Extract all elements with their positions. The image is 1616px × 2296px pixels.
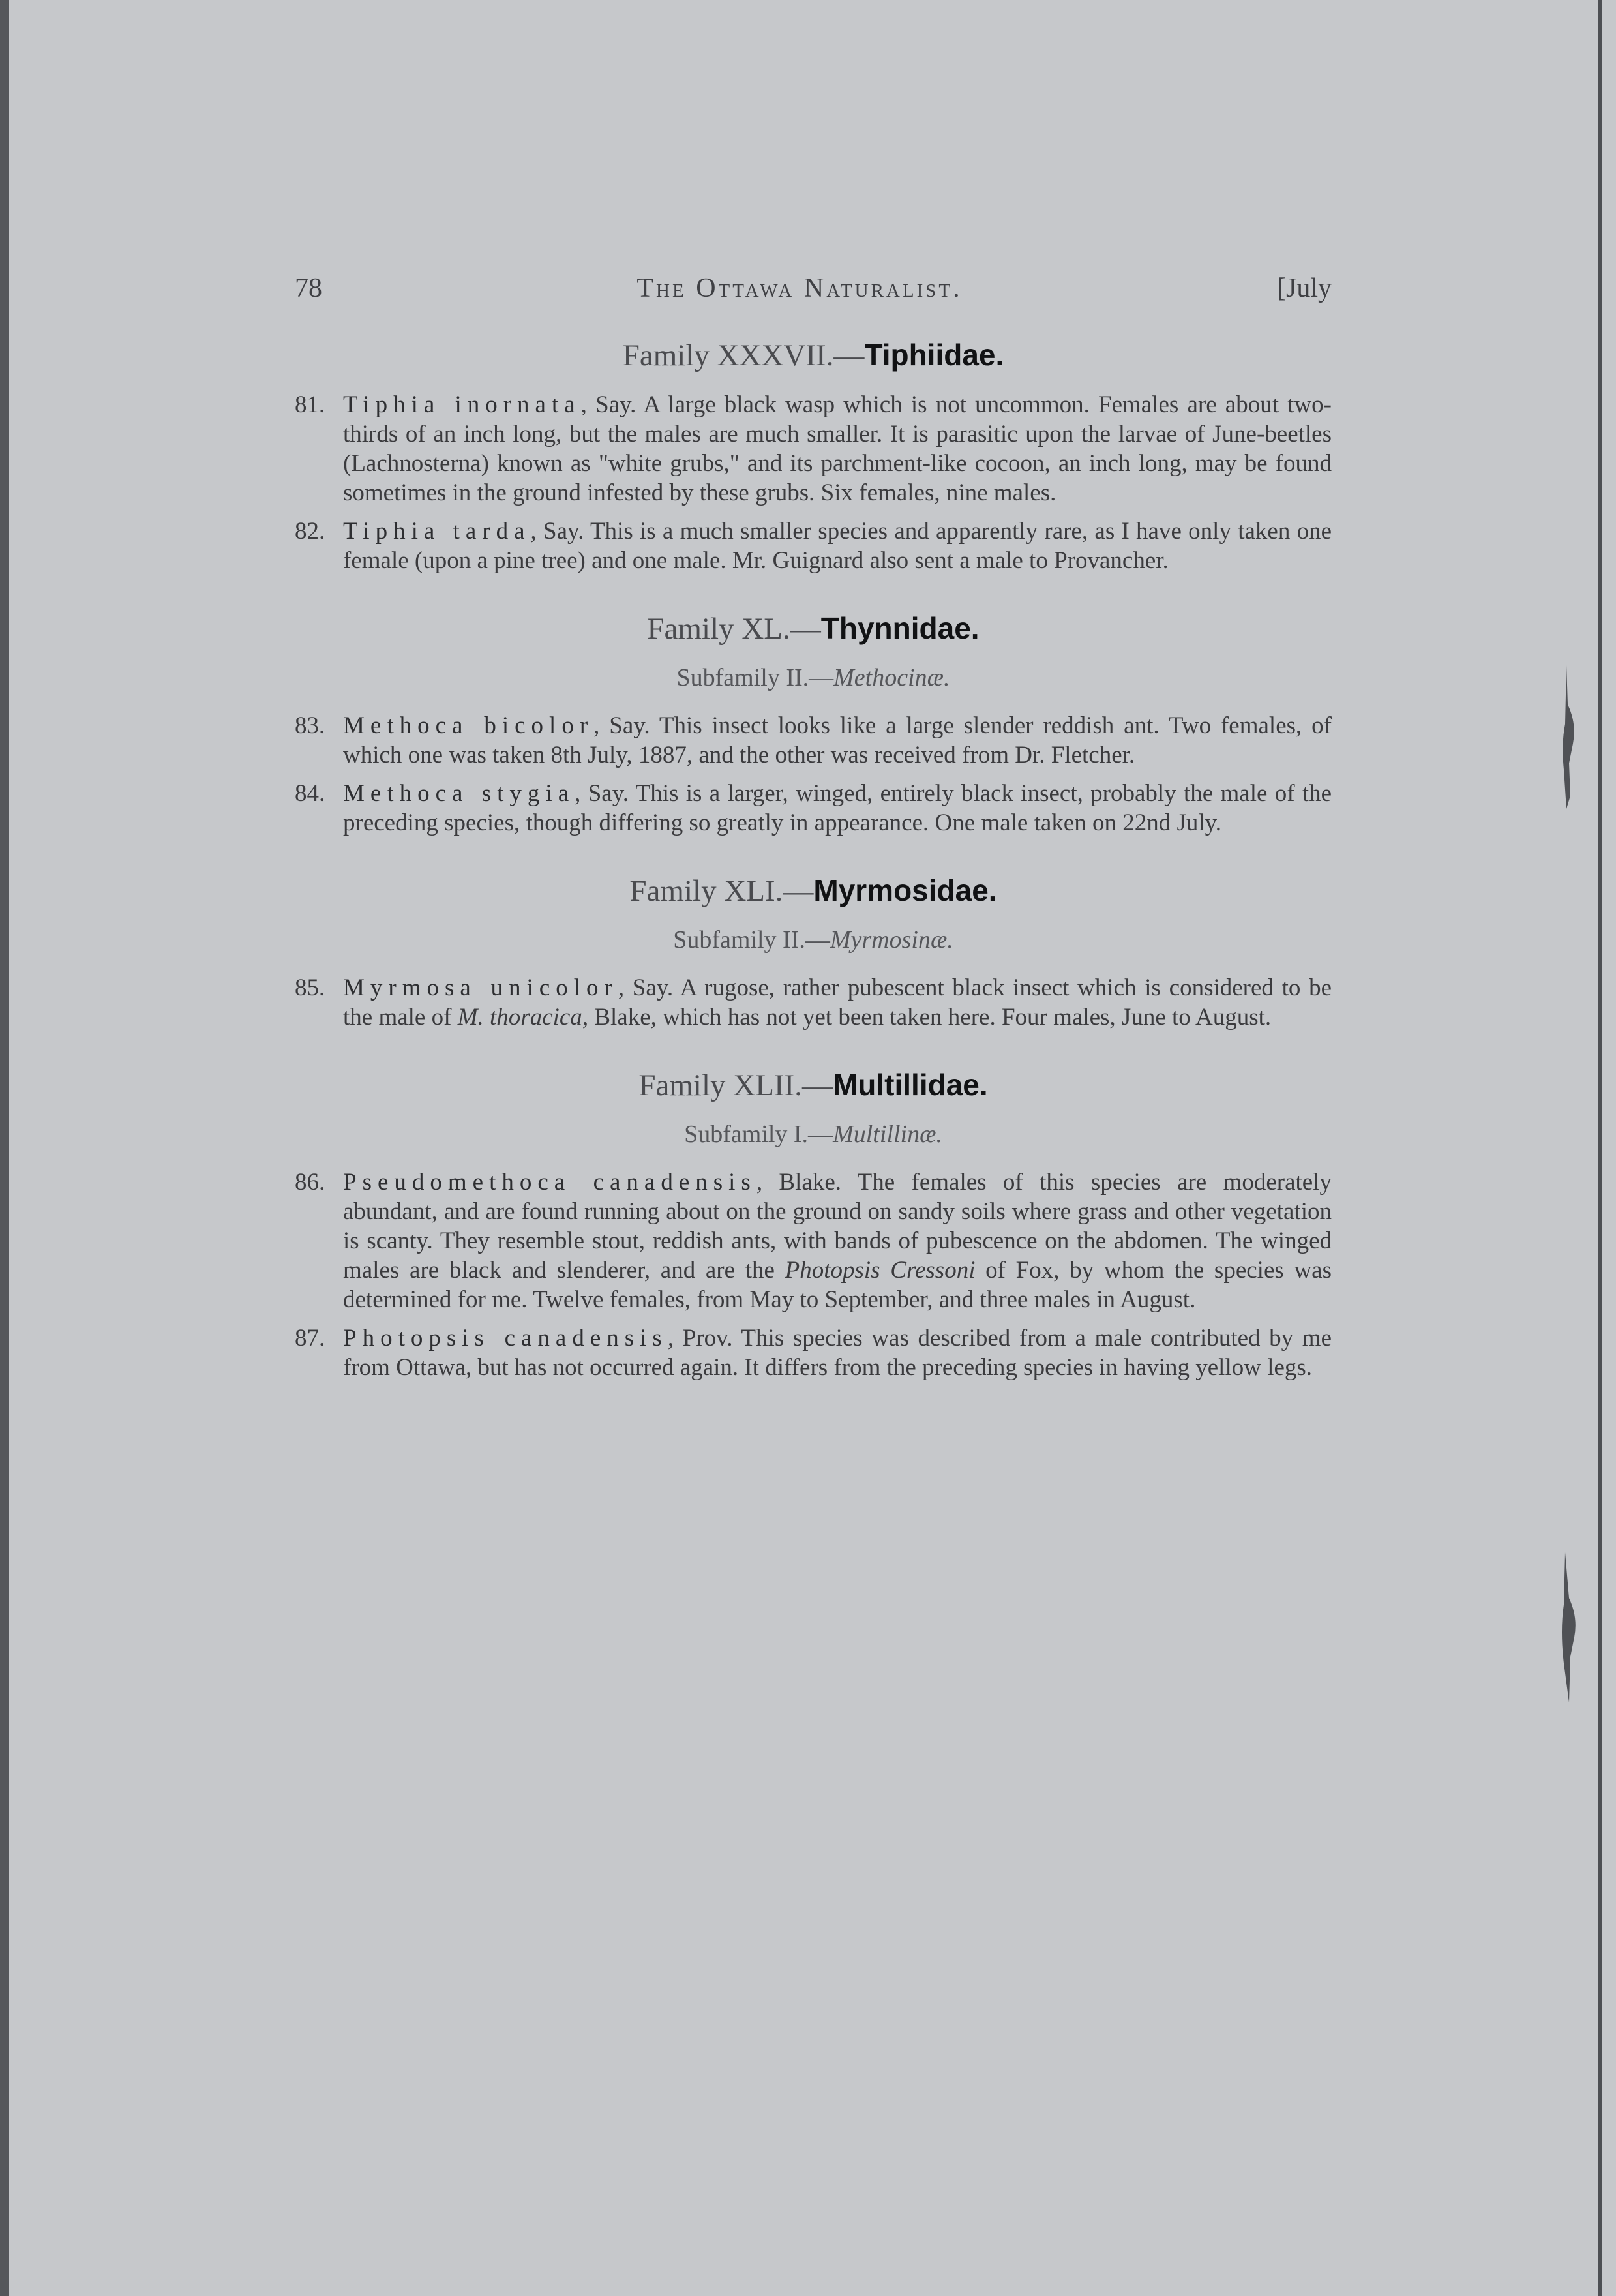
family-section-thynnidae xyxy=(295,609,1332,838)
binding-clip-icon xyxy=(1557,1552,1579,1702)
entry-number: 82. xyxy=(295,518,325,545)
entry-text: of Fox, by whom the species was determined for me. Twelve females, from May to September, and three males in August. xyxy=(343,1257,1332,1313)
subfamily-label: Subfamily II.— xyxy=(676,664,834,691)
family-name: Tiphiidae. xyxy=(864,338,1004,372)
species-name: Pseudomethoca canadensis xyxy=(343,1169,756,1196)
species-entry xyxy=(295,973,1332,1032)
italic-species-ref: Photopsis Cressoni xyxy=(785,1257,976,1284)
species-entry xyxy=(295,779,1332,838)
family-name: Multillidae. xyxy=(832,1068,988,1102)
family-section-myrmosidae xyxy=(295,871,1332,1032)
subfamily-name: Myrmosinæ. xyxy=(830,926,953,954)
entry-text: , Say. This is a much smaller species and apparently rare, as I have only taken one female (upon a pine tree) and one male. Mr. Guignard also sent a male to Provancher. xyxy=(343,518,1332,574)
species-name: Methoca bicolor xyxy=(343,712,594,739)
subfamily-name: Multillinæ. xyxy=(833,1121,942,1148)
entry-text: , Say. A large black wasp which is not uncommon. Females are about two-thirds of an inch long, but the males are much smaller. It is parasitic upon the larvae of June-beetles (Lachnosterna) known as "white grubs," and its parchment-like cocoon, an inch long, may be found sometimes in the ground infested by these grubs. Six females, nine males. xyxy=(343,391,1332,506)
family-section-multillidae xyxy=(295,1066,1332,1382)
journal-page xyxy=(295,274,1332,1391)
entry-text: , Say. This is a larger, winged, entirely black insect, probably the male of the preceding species, though differing so greatly in appearance. One male taken on 22nd July. xyxy=(343,780,1332,836)
species-name: Tiphia tarda xyxy=(343,518,531,545)
family-section-tiphiidae xyxy=(295,336,1332,575)
family-label: Family XL.— xyxy=(647,612,821,646)
species-entry xyxy=(295,1168,1332,1314)
family-heading xyxy=(295,871,1332,910)
species-name: Photopsis canadensis xyxy=(343,1325,668,1352)
running-month: [July xyxy=(1277,273,1332,303)
family-label: Family XLI.— xyxy=(629,874,814,908)
running-head xyxy=(295,274,1332,303)
italic-species-ref: M. thoracica xyxy=(457,1004,582,1031)
entry-number: 83. xyxy=(295,712,325,739)
subfamily-label: Subfamily II.— xyxy=(673,926,830,954)
species-entry xyxy=(295,390,1332,507)
entry-text: , Blake, which has not yet been taken here. Four males, June to August. xyxy=(582,1004,1272,1031)
species-entry xyxy=(295,1323,1332,1382)
entry-number: 84. xyxy=(295,780,325,807)
species-entry xyxy=(295,711,1332,770)
entry-text: , Blake. The females of this species are moderately abundant, and are found running about on the ground on sandy soils where grass and other vegetation is scanty. They resemble stout, reddish ants, with bands of pubescence on the abdomen. The winged males are black and slenderer, and are the xyxy=(343,1169,1332,1284)
family-heading xyxy=(295,1066,1332,1104)
family-label: Family XXXVII.— xyxy=(622,339,865,372)
subfamily-name: Methocinæ. xyxy=(833,664,950,691)
entry-number: 86. xyxy=(295,1169,325,1196)
subfamily-heading xyxy=(295,663,1332,693)
family-name: Thynnidae. xyxy=(820,611,980,645)
family-heading xyxy=(295,336,1332,374)
page-gutter-line xyxy=(1598,0,1602,2296)
entry-number: 87. xyxy=(295,1325,325,1352)
journal-title: The Ottawa Naturalist. xyxy=(636,273,963,303)
entry-number: 81. xyxy=(295,391,325,418)
entry-number: 85. xyxy=(295,974,325,1001)
family-heading xyxy=(295,609,1332,648)
scan-left-edge xyxy=(0,0,9,2296)
entry-text: , Prov. This species was described from a male contributed by me from Ottawa, but has not occurred again. It differs from the preceding species in having yellow legs. xyxy=(343,1325,1332,1381)
species-name: Myrmosa unicolor xyxy=(343,974,618,1001)
subfamily-label: Subfamily I.— xyxy=(684,1121,833,1148)
species-name: Methoca stygia xyxy=(343,780,575,807)
subfamily-heading xyxy=(295,926,1332,955)
family-label: Family XLII.— xyxy=(638,1068,833,1102)
species-entry xyxy=(295,517,1332,575)
entry-text: , Say. A rugose, rather pubescent black insect which is considered to be the male of xyxy=(343,974,1332,1031)
family-name: Myrmosidae. xyxy=(813,873,997,907)
page-number: 78 xyxy=(295,273,322,303)
entry-text: , Say. This insect looks like a large slender reddish ant. Two females, of which one was taken 8th July, 1887, and the other was received from Dr. Fletcher. xyxy=(343,712,1332,768)
species-name: Tiphia inornata xyxy=(343,391,581,418)
binding-clip-icon xyxy=(1557,665,1579,809)
subfamily-heading xyxy=(295,1120,1332,1149)
